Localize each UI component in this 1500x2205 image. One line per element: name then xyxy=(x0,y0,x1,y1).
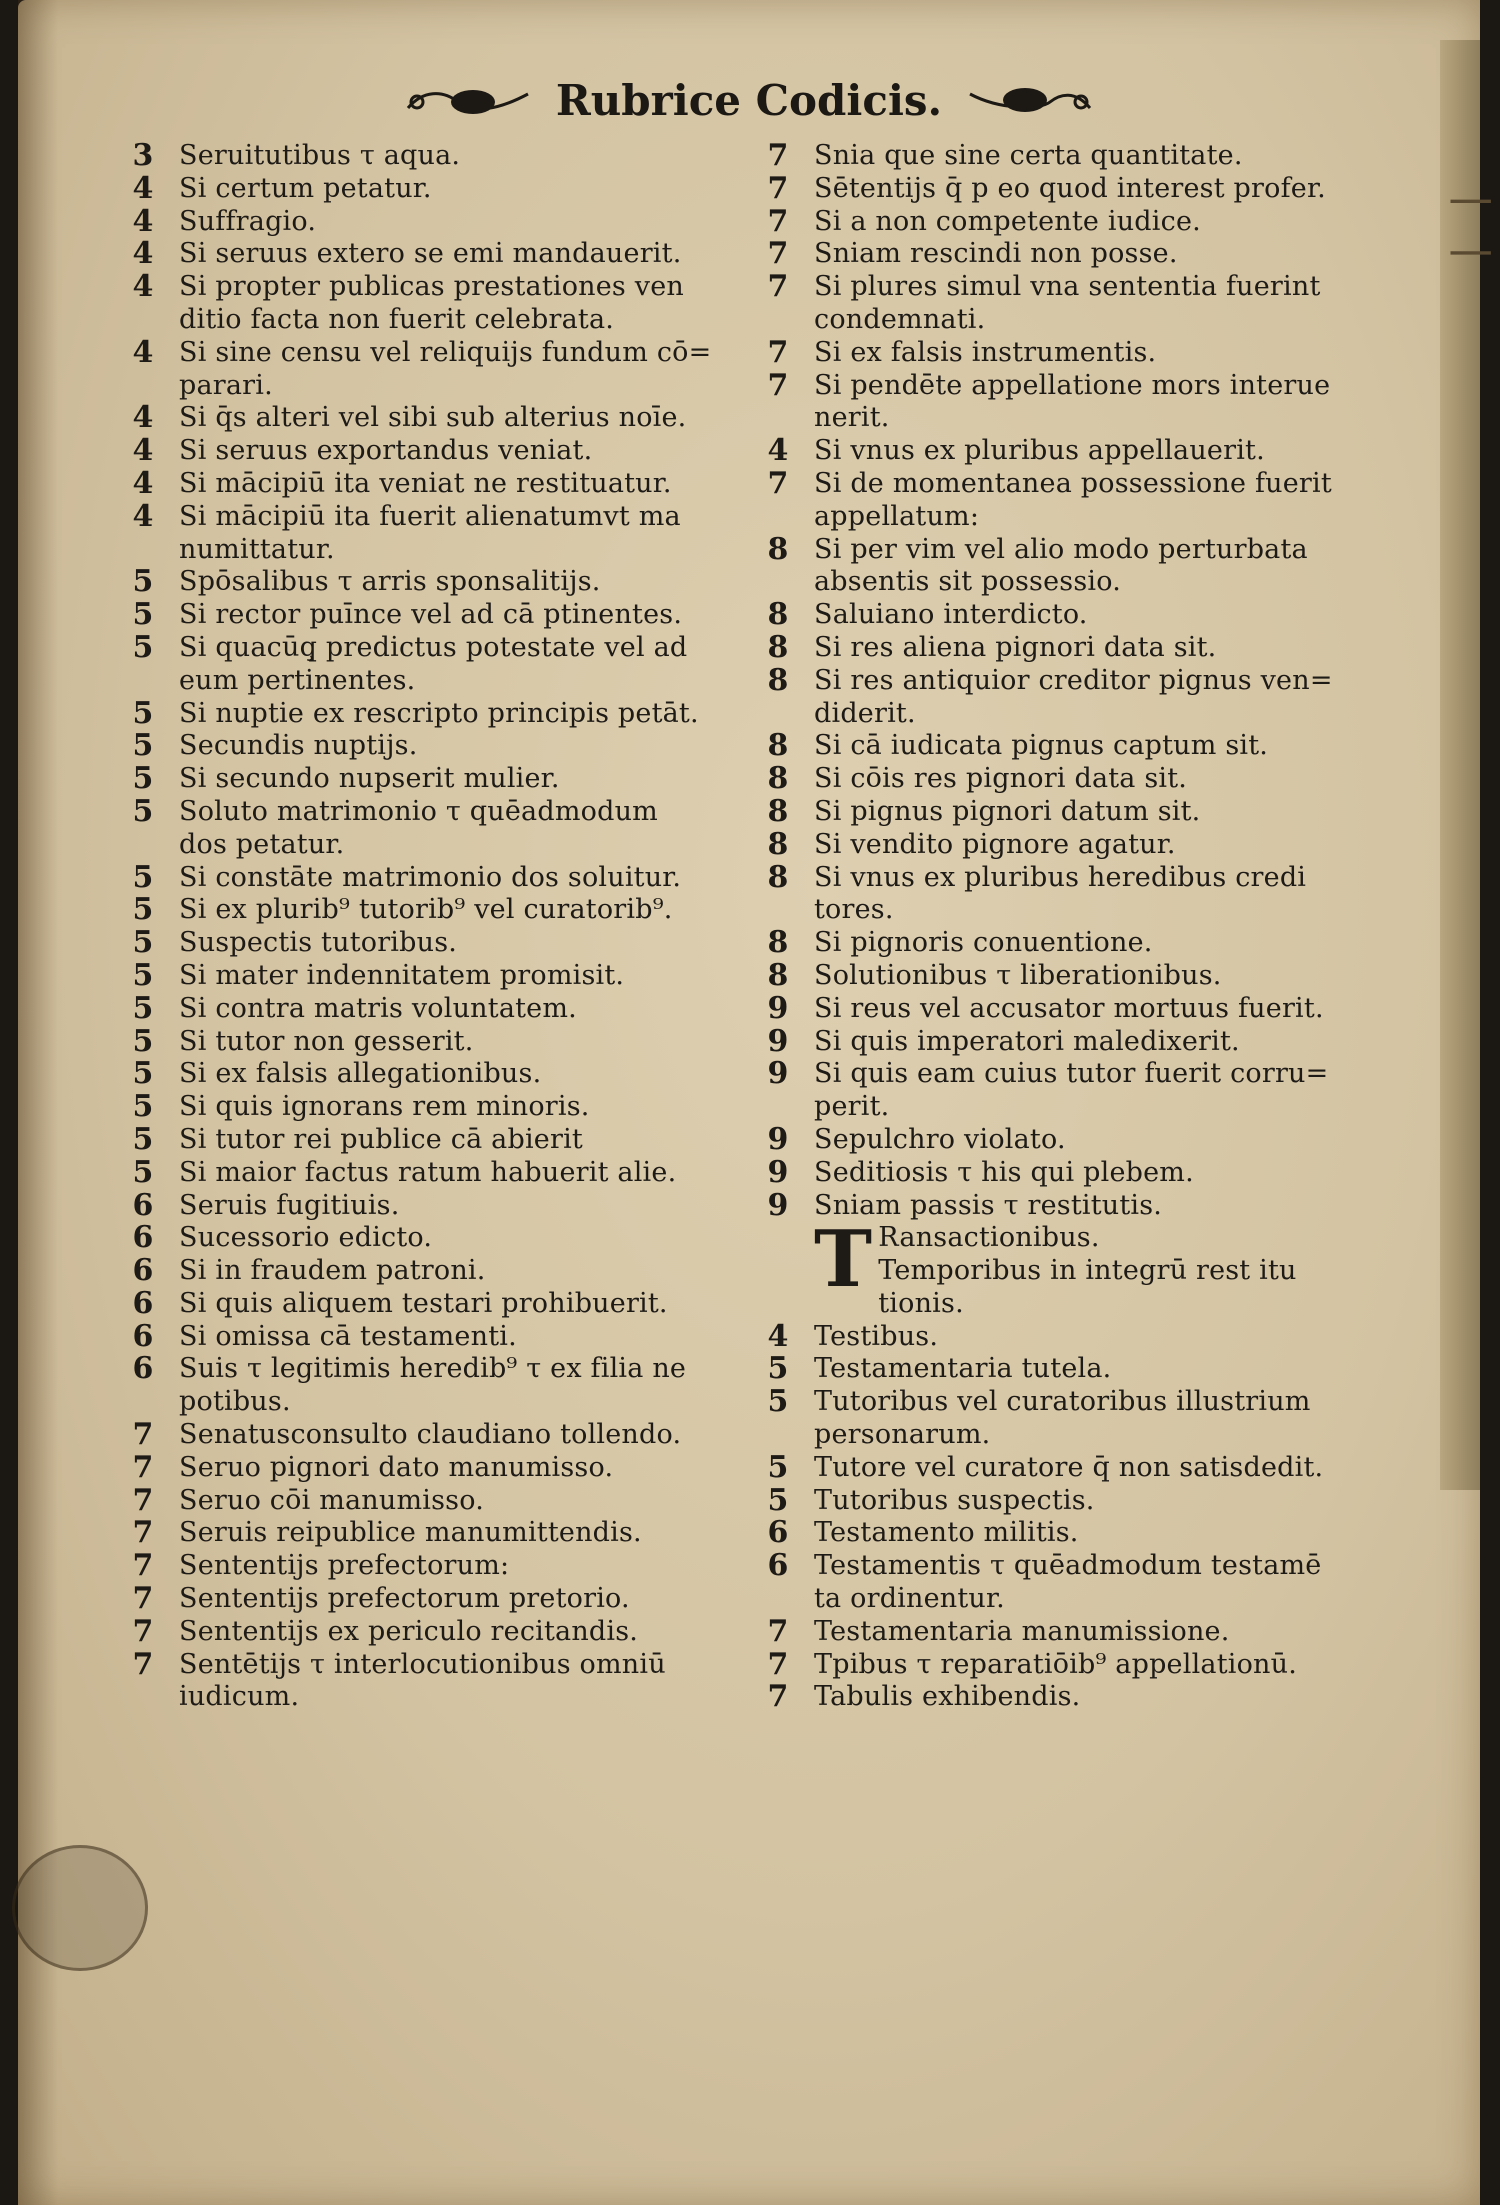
entry-book-number: 7 xyxy=(132,1548,154,1584)
index-entry xyxy=(748,662,1388,731)
entry-title: Si rector puīnce vel ad cā ptinentes. xyxy=(179,599,683,631)
entry-book-number: 7 xyxy=(767,269,789,305)
entry-book-number: 7 xyxy=(767,138,789,173)
entry-title: Tabulis exhibendis. xyxy=(814,1681,1081,1713)
entry-title: Sententijs prefectorum pretorio. xyxy=(179,1583,630,1615)
index-entry xyxy=(748,367,1388,436)
entry-book-number: 7 xyxy=(132,1581,154,1617)
entry-book-number: 9 xyxy=(767,1056,789,1092)
entry-title: Si mācipiū ita veniat ne restituatur. xyxy=(179,467,672,499)
index-entry xyxy=(113,271,773,337)
index-entry xyxy=(113,1613,773,1649)
entry-title: Tutoribus suspectis. xyxy=(814,1484,1095,1516)
left-column xyxy=(113,140,773,1714)
index-entry xyxy=(113,238,773,271)
entry-book-number: 7 xyxy=(767,465,789,501)
drop-cap-initial: T xyxy=(814,1214,873,1306)
entry-book-number: 5 xyxy=(132,564,154,600)
entry-book-number: 7 xyxy=(132,1417,154,1453)
entry-title: Snia que sine certa quantitate. xyxy=(814,140,1243,171)
binding-hole xyxy=(12,1845,148,1971)
entry-book-number: 6 xyxy=(132,1187,154,1223)
entry-title: Suis τ legitimis heredib⁹ τ ex filia ne potibus. xyxy=(179,1353,687,1418)
entry-book-number: 7 xyxy=(132,1482,154,1518)
index-entry xyxy=(748,1318,1388,1354)
entry-title: Si tutor non gesserit. xyxy=(179,1025,474,1057)
entry-title: Testibus. xyxy=(814,1320,939,1352)
entry-title: Si certum petatur. xyxy=(179,172,432,204)
entry-title: Si quacūq̧ predictus potestate vel ad eum pertinentes. xyxy=(179,631,688,696)
entry-book-number: 7 xyxy=(132,1646,154,1682)
entry-title: Seditiosis τ his qui plebem. xyxy=(814,1156,1194,1188)
entry-title: Saluiano interdicto. xyxy=(814,599,1088,631)
entry-title: Sniam rescindi non posse. xyxy=(814,238,1178,270)
entry-book-number: 8 xyxy=(767,957,789,993)
entry-title: Sniam passis τ restitutis. xyxy=(814,1189,1163,1221)
entry-book-number: 9 xyxy=(767,1121,789,1157)
index-entry xyxy=(113,1550,773,1583)
index-entry xyxy=(748,957,1388,993)
entry-book-number: 3 xyxy=(132,138,154,173)
entry-title: Si propter publicas prestationes ven ditio facta non fuerit celebrata. xyxy=(179,271,684,335)
entry-title: Seruo pignori dato manumisso. xyxy=(179,1451,614,1483)
entry-book-number: 4 xyxy=(132,236,154,272)
entry-book-number: 8 xyxy=(767,662,789,698)
entry-book-number: 7 xyxy=(767,1613,789,1649)
entry-title: Si in fraudem patroni. xyxy=(179,1255,486,1287)
entry-book-number: 5 xyxy=(132,629,154,665)
entry-title: Tutore vel curatore q̄ non satisdedit. xyxy=(814,1451,1324,1483)
drop-cap-line-1: Ransactionibus. xyxy=(878,1222,1100,1254)
index-entry xyxy=(113,927,773,960)
entry-book-number: 6 xyxy=(132,1285,154,1321)
entry-title: Si contra matris voluntatem. xyxy=(179,992,577,1024)
entry-book-number: 7 xyxy=(767,367,789,403)
entry-title: Si sine censu vel reliquijs fundum cō= parari. xyxy=(179,336,712,401)
entry-book-number: 8 xyxy=(767,597,789,633)
entry-title: Si vnus ex pluribus heredibus credi tores. xyxy=(814,861,1307,926)
index-entry xyxy=(748,334,1388,370)
entry-book-number: 5 xyxy=(132,990,154,1026)
index-entry xyxy=(113,140,773,173)
index-entry xyxy=(748,1154,1388,1190)
entry-title: Seruo cōi manumisso. xyxy=(179,1484,484,1516)
entry-book-number: 7 xyxy=(132,1449,154,1485)
adjacent-page-glyphs-icon: ▏▕ xyxy=(1450,200,1490,257)
index-entry xyxy=(113,1449,773,1485)
entry-title: Suffragio. xyxy=(179,205,317,237)
index-entry xyxy=(748,203,1388,239)
index-entry xyxy=(113,566,773,599)
index-entry xyxy=(748,826,1388,862)
entry-title: Solutionibus τ liberationibus. xyxy=(814,959,1222,991)
entry-book-number: 4 xyxy=(132,203,154,239)
entry-book-number: 4 xyxy=(132,334,154,370)
entry-title: Si a non competente iudice. xyxy=(814,205,1201,237)
entry-book-number: 7 xyxy=(132,1613,154,1649)
entry-book-number: 8 xyxy=(767,531,789,567)
entry-book-number: 8 xyxy=(767,728,789,764)
entry-title: Si seruus extero se emi mandauerit. xyxy=(179,238,682,270)
entry-title: Si vendito pignore agatur. xyxy=(814,828,1176,860)
index-entry xyxy=(113,1058,773,1091)
entry-book-number: 4 xyxy=(767,1318,789,1354)
entry-title: Sententijs prefectorum: xyxy=(179,1550,510,1582)
entry-book-number: 9 xyxy=(767,1154,789,1190)
entry-title: Seruis fugitiuis. xyxy=(179,1189,400,1221)
index-entry xyxy=(113,1091,773,1124)
index-entry xyxy=(748,1681,1388,1714)
index-entry xyxy=(113,1318,773,1354)
entry-book-number: 4 xyxy=(132,400,154,436)
index-entry xyxy=(748,599,1388,632)
entry-book-number: 8 xyxy=(767,761,789,797)
entry-book-number: 6 xyxy=(132,1253,154,1289)
index-entry xyxy=(113,465,773,501)
index-entry xyxy=(113,859,773,895)
index-entry xyxy=(113,1646,773,1715)
entry-book-number: 5 xyxy=(132,728,154,764)
index-entry xyxy=(748,1121,1388,1157)
entry-title: Testamentaria manumissione. xyxy=(814,1615,1230,1647)
entry-title: Si cōis res pignori data sit. xyxy=(814,763,1188,795)
index-entry xyxy=(113,763,773,796)
entry-book-number: 5 xyxy=(132,892,154,928)
entry-book-number: 5 xyxy=(767,1482,789,1518)
index-entry xyxy=(113,894,773,927)
index-entry xyxy=(113,435,773,468)
entry-book-number: 6 xyxy=(132,1220,154,1256)
index-entry xyxy=(113,1154,773,1190)
entry-title: Testamentaria tutela. xyxy=(814,1353,1112,1385)
entry-title: Si quis eam cuius tutor fuerit corru= perit. xyxy=(814,1058,1329,1123)
index-entry xyxy=(748,1517,1388,1550)
entry-title: Suspectis tutoribus. xyxy=(179,927,458,959)
index-entry xyxy=(748,1646,1388,1682)
entry-book-number: 8 xyxy=(767,826,789,862)
index-entry xyxy=(113,1285,773,1321)
index-entry xyxy=(113,203,773,239)
entry-title: Si quis imperatori maledixerit. xyxy=(814,1025,1240,1057)
entry-book-number: 9 xyxy=(767,1187,789,1223)
entry-title: Si constāte matrimonio dos soluitur. xyxy=(179,861,682,893)
entry-title: Sētentijs q̄ p eo quod interest profer. xyxy=(814,172,1326,204)
entry-title: Sucessorio edicto. xyxy=(179,1222,433,1254)
index-entry xyxy=(748,271,1388,337)
entry-title: Seruitutibus τ aqua. xyxy=(179,140,461,171)
entry-book-number: 5 xyxy=(132,597,154,633)
index-entry xyxy=(748,170,1388,206)
entry-title: Si ex plurib⁹ tutorib⁹ vel curatorib⁹. xyxy=(179,894,673,926)
entry-title: Si tutor rei publice cā abierit xyxy=(179,1123,583,1155)
running-header xyxy=(18,72,1480,125)
index-entry xyxy=(113,990,773,1026)
entry-title: Si reus vel accusator mortuus fuerit. xyxy=(814,992,1324,1024)
index-entry xyxy=(113,170,773,206)
entry-title: Si cā iudicata pignus captum sit. xyxy=(814,730,1269,762)
right-flourish-ornament xyxy=(965,80,1095,120)
entry-title: Spōsalibus τ arris sponsalitijs. xyxy=(179,566,601,598)
entry-book-number: 7 xyxy=(767,236,789,272)
entry-book-number: 4 xyxy=(132,498,154,534)
index-entry xyxy=(748,763,1388,796)
index-entry xyxy=(748,1482,1388,1518)
entry-book-number: 4 xyxy=(767,433,789,469)
entry-book-number: 5 xyxy=(132,1056,154,1092)
index-entry xyxy=(748,990,1388,1026)
adjacent-page-edge xyxy=(1440,40,1490,1490)
entry-book-number: 7 xyxy=(767,203,789,239)
index-entry xyxy=(113,629,773,698)
index-entry xyxy=(113,730,773,763)
entry-title: Si ex falsis allegationibus. xyxy=(179,1058,542,1090)
entry-title: Si omissa cā testamenti. xyxy=(179,1320,517,1352)
entry-title: Si ex falsis instrumentis. xyxy=(814,336,1157,368)
entry-book-number: 8 xyxy=(767,629,789,665)
entry-book-number: 8 xyxy=(767,925,789,961)
index-entry xyxy=(113,1023,773,1059)
entry-title: Si q̄s alteri vel sibi sub alterius noīe. xyxy=(179,402,687,434)
entry-book-number: 8 xyxy=(767,859,789,895)
index-entry xyxy=(748,629,1388,665)
entry-book-number: 6 xyxy=(132,1351,154,1387)
entry-book-number: 4 xyxy=(132,465,154,501)
drop-cap-line-2: Temporibus in integrū rest itu tionis. xyxy=(878,1255,1297,1319)
entry-title: Sentētijs τ interlocutionibus omniū iudicum. xyxy=(179,1648,666,1713)
index-entry xyxy=(113,1187,773,1223)
entry-title: Si mater indennitatem promisit. xyxy=(179,959,625,991)
entry-book-number: 5 xyxy=(767,1384,789,1420)
index-entry xyxy=(748,1353,1388,1386)
entry-book-number: 9 xyxy=(767,990,789,1026)
entry-title: Si seruus exportandus veniat. xyxy=(179,435,593,467)
entry-book-number: 5 xyxy=(132,1154,154,1190)
entry-book-number: 7 xyxy=(767,1646,789,1682)
entry-book-number: 4 xyxy=(132,269,154,305)
entry-title: Soluto matrimonio τ quēadmodum dos petatur. xyxy=(179,795,658,860)
entry-title: Si pignus pignori datum sit. xyxy=(814,795,1201,827)
index-entry xyxy=(113,695,773,731)
index-entry xyxy=(113,1121,773,1157)
entry-title: Si secundo nupserit mulier. xyxy=(179,763,560,795)
index-entry xyxy=(748,435,1388,468)
entry-title: Si res aliena pignori data sit. xyxy=(814,631,1217,663)
entry-book-number: 7 xyxy=(767,334,789,370)
entry-title: Sepulchro violato. xyxy=(814,1123,1066,1155)
entry-title: Testamentis τ quēadmodum testamē ta ordinentur. xyxy=(814,1550,1322,1615)
index-entry xyxy=(748,1550,1388,1616)
entry-title: Si mācipiū ita fuerit alienatumvt ma numittatur. xyxy=(179,500,681,565)
index-entry xyxy=(748,1613,1388,1649)
entry-book-number: 5 xyxy=(132,761,154,797)
entry-title: Si quis aliquem testari prohibuerit. xyxy=(179,1287,668,1319)
entry-book-number: 5 xyxy=(132,957,154,993)
index-entry xyxy=(748,238,1388,271)
entry-book-number: 6 xyxy=(767,1548,789,1584)
index-entry xyxy=(113,1419,773,1452)
index-entry xyxy=(113,957,773,993)
entry-book-number: 5 xyxy=(132,1023,154,1059)
entry-title: Senatusconsulto claudiano tollendo. xyxy=(179,1419,682,1451)
index-entry xyxy=(113,1353,773,1419)
entry-book-number: 7 xyxy=(132,1515,154,1551)
page-title: Rubrice Codicis. xyxy=(555,75,943,125)
entry-book-number: 5 xyxy=(132,695,154,731)
entry-book-number: 6 xyxy=(767,1515,789,1551)
entry-book-number: 4 xyxy=(132,170,154,206)
entry-title: Si pendēte appellatione mors interue nerit. xyxy=(814,369,1331,434)
entry-title: Sententijs ex periculo recitandis. xyxy=(179,1615,639,1647)
index-entry xyxy=(113,334,773,403)
entry-title: Si de momentanea possessione fuerit appellatum: xyxy=(814,467,1332,532)
index-entry xyxy=(748,730,1388,763)
entry-book-number: 5 xyxy=(132,1089,154,1125)
entry-title: Tpibus τ reparatiōib⁹ appellationū. xyxy=(814,1648,1298,1680)
entry-title: Si vnus ex pluribus appellauerit. xyxy=(814,435,1265,467)
index-entry xyxy=(113,1517,773,1550)
entry-title: Si nuptie ex rescripto principis petāt. xyxy=(179,697,699,729)
entry-title: Si pignoris conuentione. xyxy=(814,927,1153,959)
entry-title: Si quis ignorans rem minoris. xyxy=(179,1091,590,1123)
index-entry xyxy=(113,402,773,435)
entry-title: Tutoribus vel curatoribus illustrium personarum. xyxy=(814,1386,1311,1451)
entry-book-number: 7 xyxy=(767,1679,789,1715)
right-column xyxy=(748,140,1388,1714)
index-entry xyxy=(113,1255,773,1288)
index-entry xyxy=(748,531,1388,600)
index-entry xyxy=(748,465,1388,534)
index-entry xyxy=(748,1449,1388,1485)
entry-title: Si maior factus ratum habuerit alie. xyxy=(179,1156,677,1188)
entry-title: Seruis reipublice manumittendis. xyxy=(179,1517,642,1549)
entry-book-number: 5 xyxy=(132,1121,154,1157)
book-page xyxy=(18,0,1490,2205)
index-entry xyxy=(748,140,1388,173)
index-entry xyxy=(748,859,1388,928)
index-entry xyxy=(748,793,1388,829)
entry-title: Si plures simul vna sententia fuerint condemnati. xyxy=(814,271,1321,335)
entry-title: Testamento militis. xyxy=(814,1517,1079,1549)
index-entry xyxy=(113,1222,773,1255)
index-entry xyxy=(748,1386,1388,1452)
index-entry xyxy=(748,927,1388,960)
entry-book-number: 5 xyxy=(132,793,154,829)
left-flourish-ornament xyxy=(403,80,533,120)
entry-book-number: 6 xyxy=(132,1318,154,1354)
index-entry xyxy=(748,1023,1388,1059)
index-entry xyxy=(113,599,773,632)
entry-title: Si per vim vel alio modo perturbata absentis sit possessio. xyxy=(814,533,1308,598)
index-entry xyxy=(113,1482,773,1518)
entry-book-number: 5 xyxy=(767,1351,789,1387)
entry-title: Secundis nuptijs. xyxy=(179,730,418,762)
index-entry xyxy=(113,498,773,567)
entry-title: Si res antiquior creditor pignus ven= diderit. xyxy=(814,664,1333,729)
entry-book-number: 5 xyxy=(132,859,154,895)
entry-book-number: 8 xyxy=(767,793,789,829)
entry-book-number: 4 xyxy=(132,433,154,469)
entry-book-number: 9 xyxy=(767,1023,789,1059)
index-entry xyxy=(113,1583,773,1616)
entry-book-number: 5 xyxy=(767,1449,789,1485)
entry-book-number: 5 xyxy=(132,925,154,961)
entry-book-number: 7 xyxy=(767,170,789,206)
drop-cap-entry xyxy=(748,1214,1388,1320)
index-entry xyxy=(113,793,773,862)
index-entry xyxy=(748,1058,1388,1124)
